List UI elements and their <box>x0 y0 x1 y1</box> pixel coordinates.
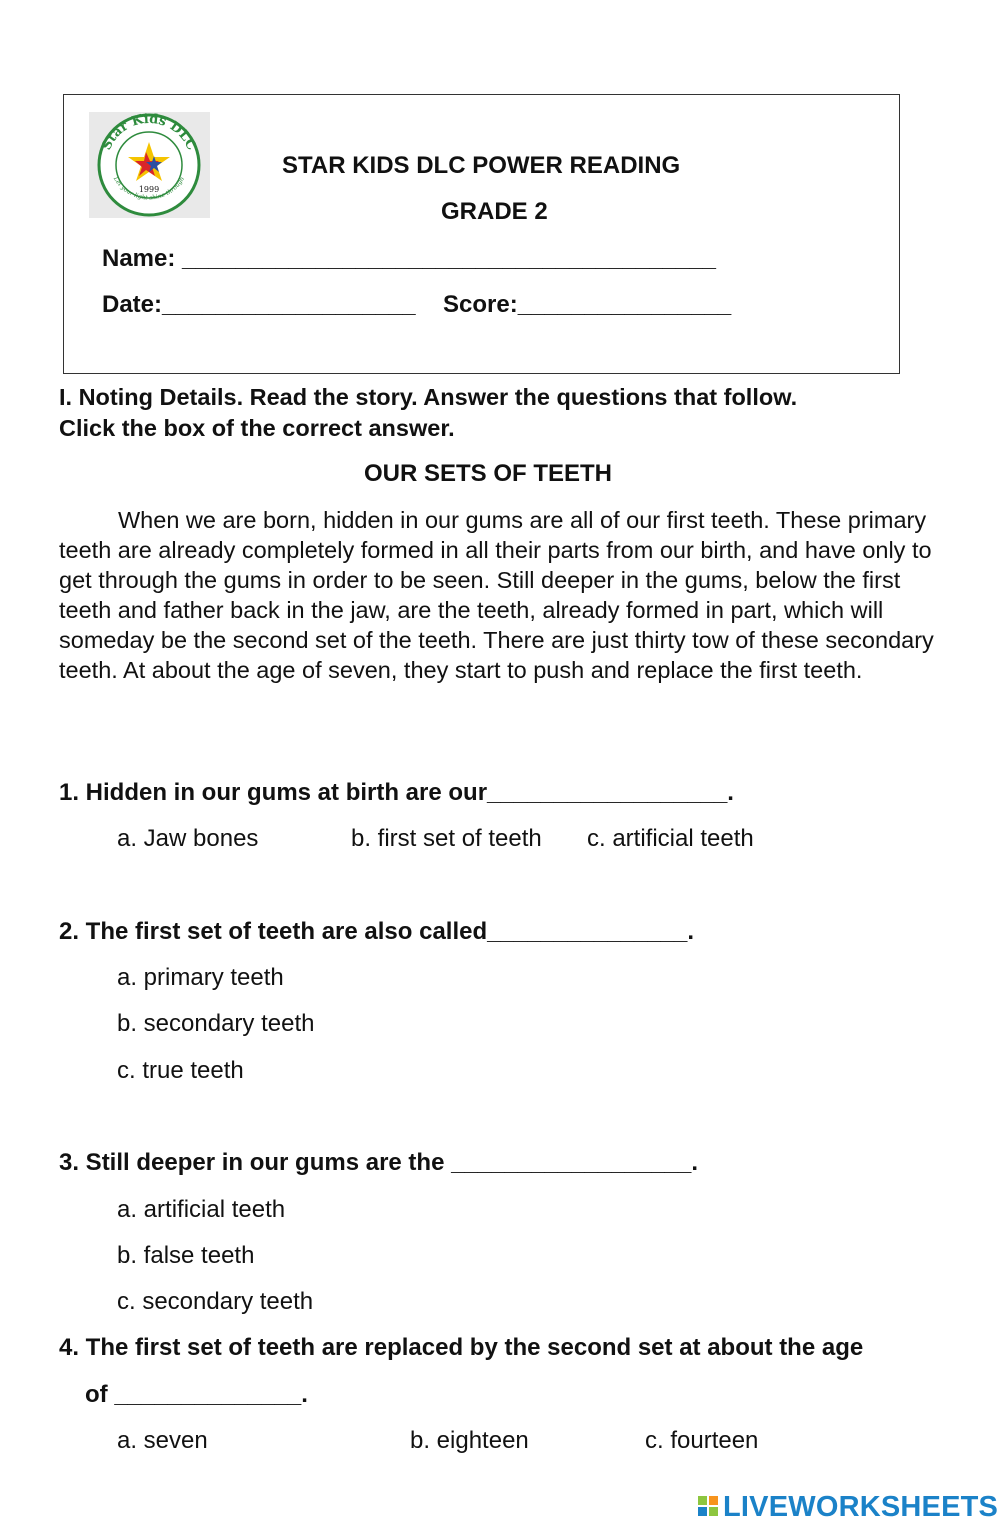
q4-option-b[interactable]: b. eighteen <box>410 1427 529 1454</box>
grade-label: GRADE 2 <box>441 198 548 225</box>
question-4-line-2: of ______________. <box>85 1381 308 1408</box>
story-title: OUR SETS OF TEETH <box>364 460 613 487</box>
school-logo <box>89 112 210 218</box>
q3-option-a[interactable]: a. artificial teeth <box>117 1196 286 1223</box>
question-3: 3. Still deeper in our gums are the __________________. <box>59 1149 699 1176</box>
liveworksheets-brand-text: LIVEWORKSHEETS <box>723 1490 999 1523</box>
q4-option-c[interactable]: c. fourteen <box>645 1427 759 1454</box>
q1-option-c[interactable]: c. artificial teeth <box>587 825 754 852</box>
q3-option-b[interactable]: b. false teeth <box>117 1242 255 1269</box>
instructions-line-2: Click the box of the correct answer. <box>59 415 455 441</box>
question-1: 1. Hidden in our gums at birth are our__________________. <box>59 779 734 806</box>
q3-option-c[interactable]: c. secondary teeth <box>117 1288 314 1315</box>
question-4-line-1: 4. The first set of teeth are replaced by the second set at about the age <box>59 1334 864 1361</box>
q2-option-a[interactable]: a. primary teeth <box>117 964 284 991</box>
logo-year-text: 1999 <box>138 185 160 194</box>
worksheet-title: STAR KIDS DLC POWER READING <box>282 152 681 179</box>
question-2: 2. The first set of teeth are also called_______________. <box>59 918 695 945</box>
liveworksheets-icon <box>697 1494 721 1520</box>
name-field: Name: ________________________________________ <box>102 245 716 272</box>
q1-option-a[interactable]: a. Jaw bones <box>117 825 259 852</box>
q1-option-b[interactable]: b. first set of teeth <box>351 825 542 852</box>
q4-option-a[interactable]: a. seven <box>117 1427 208 1454</box>
date-field: Date:___________________ <box>102 291 416 318</box>
logo-name-text: Star Kids DLC <box>99 112 199 153</box>
liveworksheets-logo[interactable] <box>697 1490 998 1524</box>
instructions-line-1: I. Noting Details. Read the story. Answer the questions that follow. <box>59 384 798 410</box>
q2-option-c[interactable]: c. true teeth <box>117 1057 244 1084</box>
q2-option-b[interactable]: b. secondary teeth <box>117 1010 315 1037</box>
score-field: Score:________________ <box>443 291 732 318</box>
logo-tagline-text: Let your light shine through <box>111 175 187 202</box>
story-text: When we are born, hidden in our gums are all of our first teeth. These primary teeth are already completely formed in all their parts from our birth, and have only to get through the gums in order to be seen. Still deeper in the gums, below the first teeth and father back in the jaw, are the teeth, already formed in part, which will someday be the second set of the teeth. There are just thirty tow of these secondary teeth. At about the age of seven, they start to push and replace the first teeth. <box>59 507 934 683</box>
